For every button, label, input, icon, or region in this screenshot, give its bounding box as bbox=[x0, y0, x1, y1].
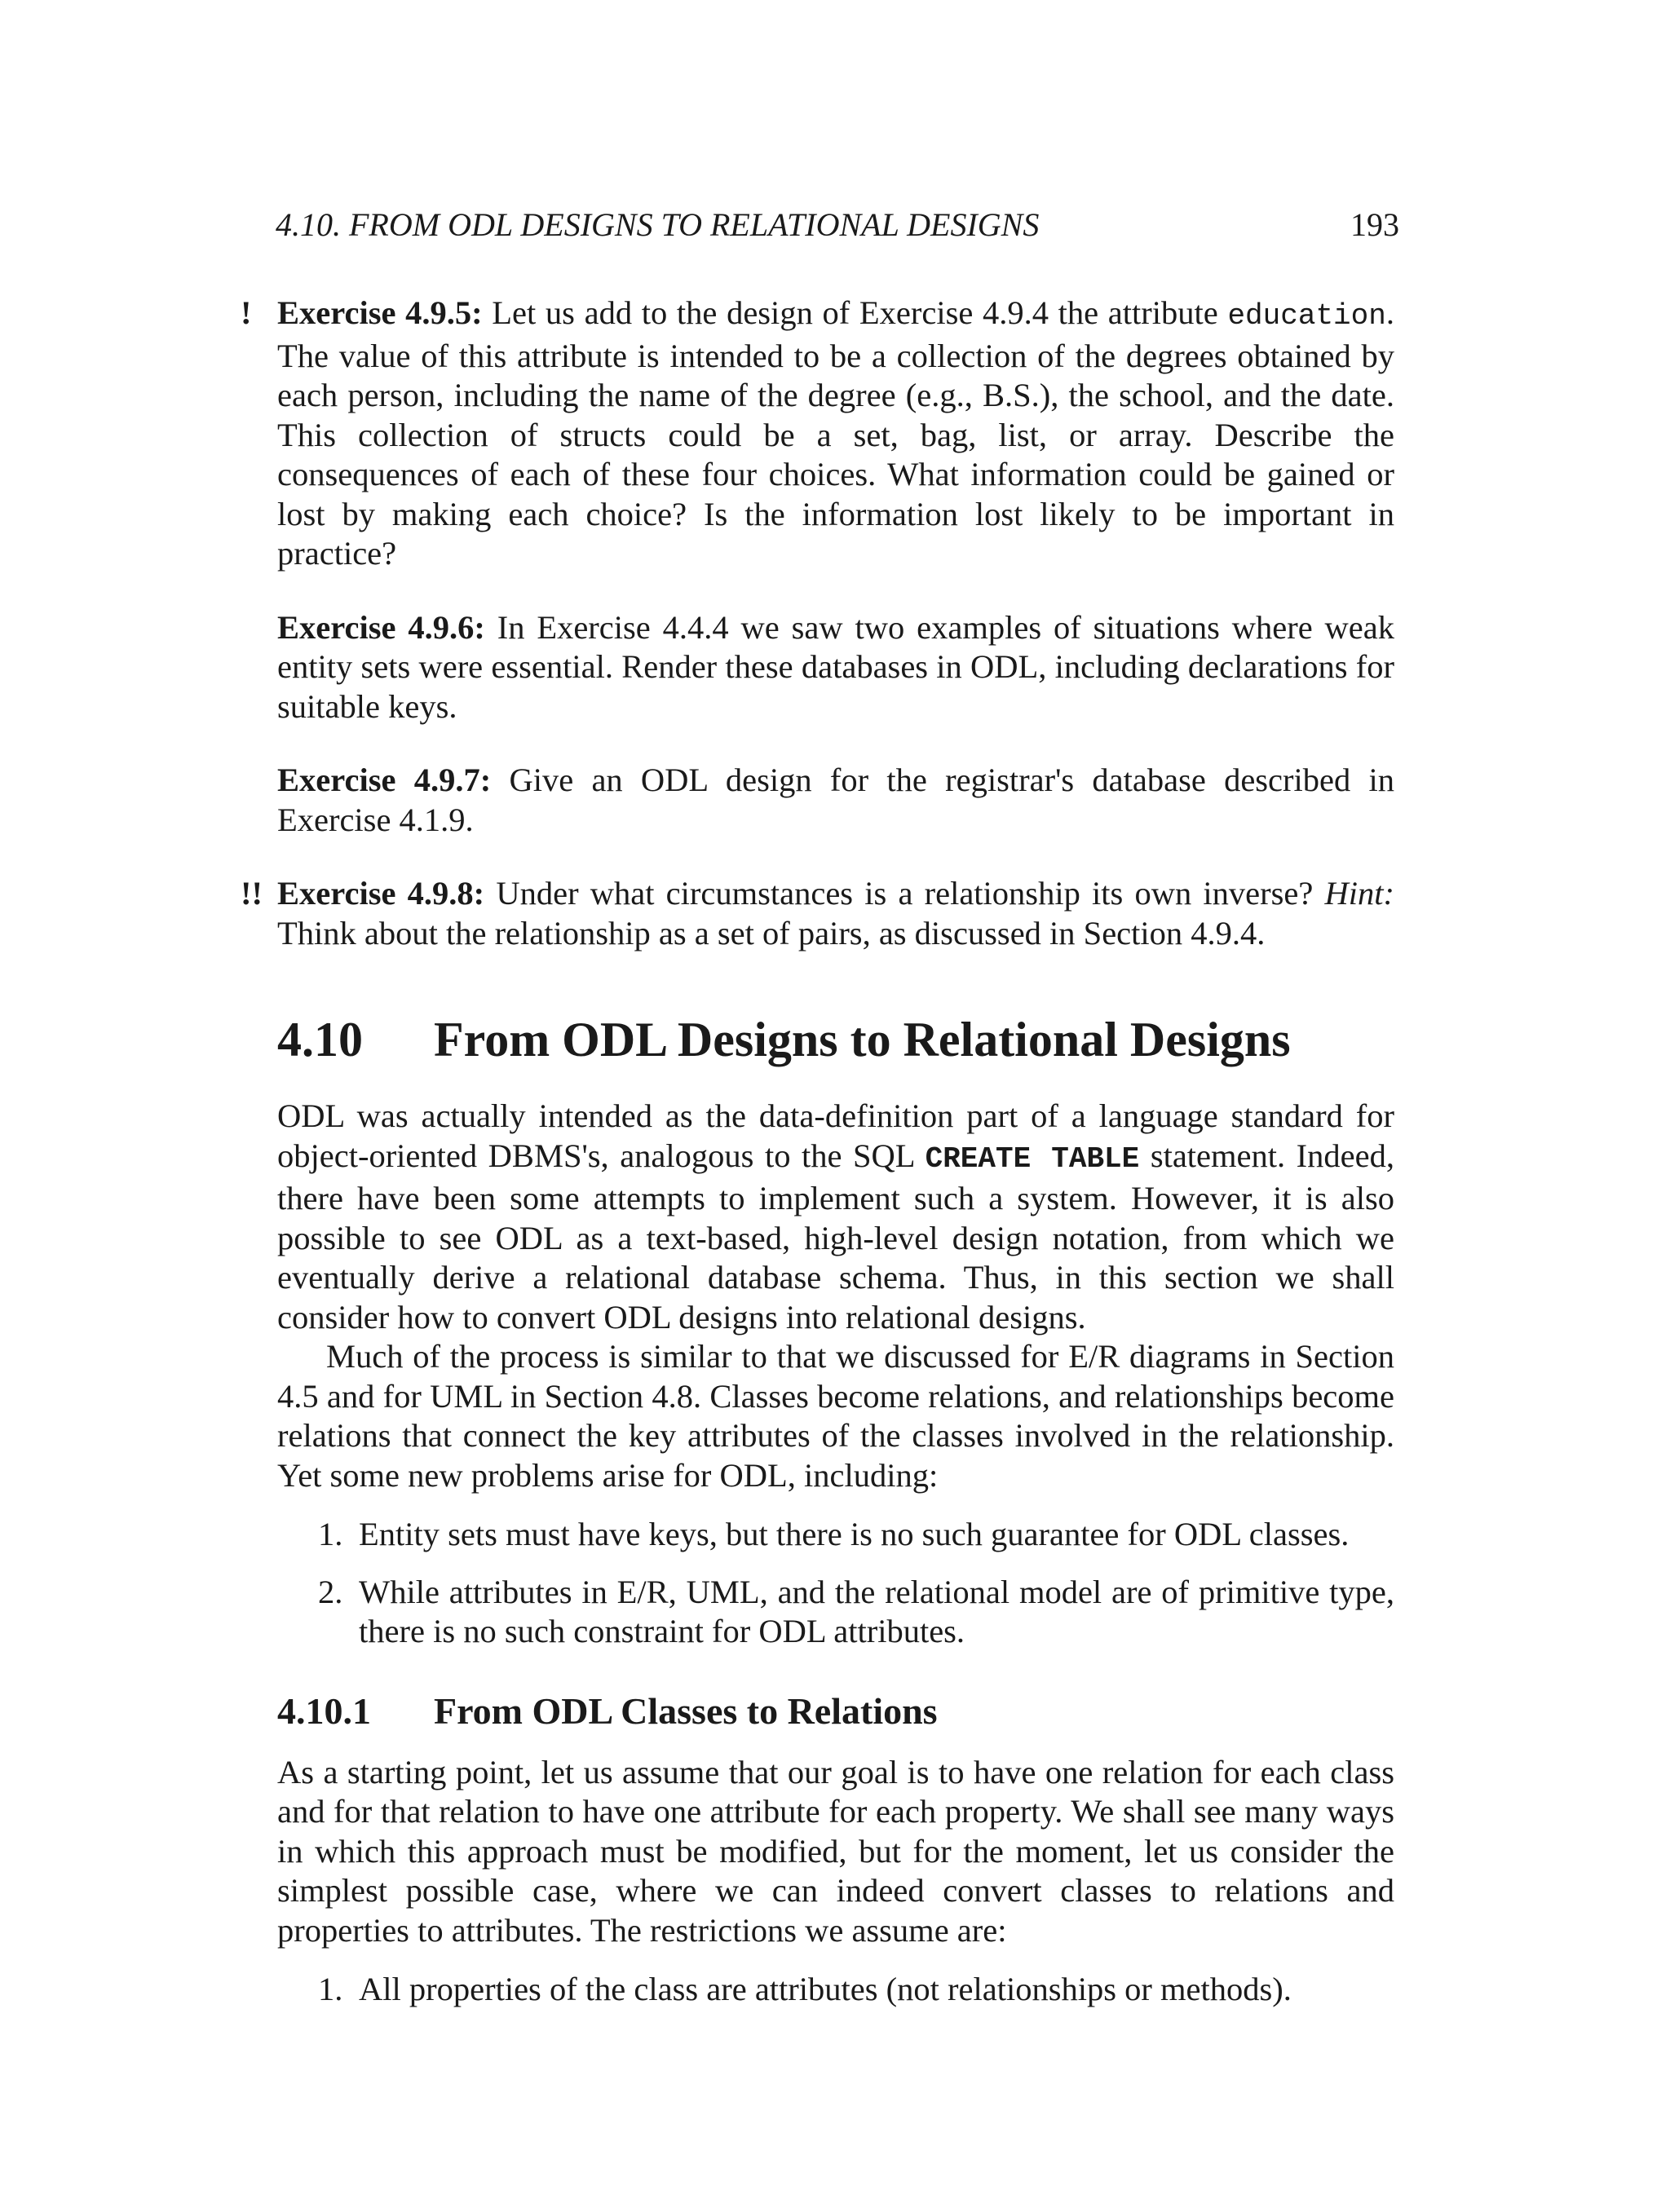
running-head-title: 4.10. FROM ODL DESIGNS TO RELATIONAL DESIGNS bbox=[276, 206, 1040, 243]
list-item-text: While attributes in E/R, UML, and the relational model are of primitive type, there is no such constraint for ODL attributes. bbox=[359, 1573, 1394, 1649]
subsection-number: 4.10.1 bbox=[277, 1689, 371, 1732]
restrictions-list bbox=[277, 1970, 1394, 2010]
exercise-text-continued: . The value of this attribute is intended to be a collection of the degrees obtained by each person, including the name of the degree (e.g., B.S.), the school, and the date. This collection of structs could be a set, bag, list, or array. Describe the consequences of each of these four choices. What information could be gained or lost by making each choice? Is the information lost likely to be important in practice? bbox=[277, 294, 1394, 572]
list-item bbox=[277, 1515, 1394, 1555]
difficulty-marker: ! bbox=[241, 294, 252, 331]
code-term: CREATE TABLE bbox=[925, 1141, 1140, 1176]
list-number: 1. bbox=[318, 1971, 343, 2007]
exercise-4-9-8 bbox=[241, 874, 1395, 953]
section-title: From ODL Designs to Relational Designs bbox=[434, 1013, 1291, 1066]
list-number: 1. bbox=[318, 1516, 343, 1552]
list-number: 2. bbox=[318, 1573, 343, 1610]
hint-text: Think about the relationship as a set of pairs, as discussed in Section 4.9.4. bbox=[277, 914, 1266, 951]
exercise-label: Exercise 4.9.7: bbox=[277, 762, 492, 798]
paragraph-text: ODL was actually intended as the data-definition part of a language standard for object-oriented DBMS's, analogous to the SQL bbox=[277, 1097, 1394, 1174]
exercise-text: Under what circumstances is a relationship its own inverse? bbox=[496, 875, 1314, 912]
exercise-4-9-6 bbox=[277, 608, 1394, 727]
hint-label: Hint: bbox=[1324, 875, 1395, 912]
subsection-paragraph: As a starting point, let us assume that our goal is to have one relation for each class and for that relation to have one attribute for each property. We shall see many ways in which this approach must be modified, but for the moment, let us consider the simplest possible case, where we can indeed convert classes to relations and properties to attributes. The restrictions we assume are: bbox=[277, 1753, 1394, 1949]
page-body bbox=[241, 294, 1395, 2028]
exercise-text: Let us add to the design of Exercise 4.9.4 the attribute bbox=[492, 294, 1218, 331]
list-item bbox=[277, 1573, 1394, 1652]
list-item bbox=[277, 1970, 1394, 2010]
exercise-text: In Exercise 4.4.4 we saw two examples of situations where weak entity sets were essential. Render these databases in ODL, including declarations for suitable keys. bbox=[277, 608, 1395, 725]
code-term: education bbox=[1227, 299, 1386, 333]
exercise-4-9-7 bbox=[277, 761, 1394, 840]
problem-list bbox=[277, 1515, 1394, 1652]
section-paragraph-2: Much of the process is similar to that we discussed for E/R diagrams in Section 4.5 and for UML in Section 4.8. Classes become relations, and relationships become relations that connect the key attributes of the classes involved in the relationship. Yet some new problems arise for ODL, including: bbox=[277, 1338, 1394, 1494]
list-item-text: All properties of the class are attributes (not relationships or methods). bbox=[359, 1971, 1292, 2007]
section-number: 4.10 bbox=[277, 1013, 363, 1066]
subsection-title: From ODL Classes to Relations bbox=[434, 1689, 938, 1732]
exercise-label: Exercise 4.9.6: bbox=[277, 608, 485, 646]
subsection-heading bbox=[277, 1688, 1394, 1735]
page-number: 193 bbox=[1350, 206, 1399, 243]
difficulty-marker: !! bbox=[241, 875, 263, 912]
running-head bbox=[276, 204, 1399, 246]
exercise-text: Give an ODL design for the registrar's database described in Exercise 4.1.9. bbox=[277, 762, 1395, 838]
paragraph-text-continued: statement. Indeed, there have been some attempts to implement such a system. However, it is also possible to see ODL as a text-based, high-level design notation, from which we eventually derive a relational database schema. Thus, in this section we shall consider how to convert ODL designs into relational designs. bbox=[277, 1137, 1394, 1336]
list-item-text: Entity sets must have keys, but there is no such guarantee for ODL classes. bbox=[359, 1516, 1350, 1552]
exercise-4-9-5 bbox=[241, 294, 1394, 574]
section-heading bbox=[277, 1010, 1394, 1069]
section-paragraph-1 bbox=[277, 1097, 1394, 1337]
exercise-label: Exercise 4.9.5: bbox=[277, 294, 483, 331]
exercise-label: Exercise 4.9.8: bbox=[277, 875, 485, 912]
